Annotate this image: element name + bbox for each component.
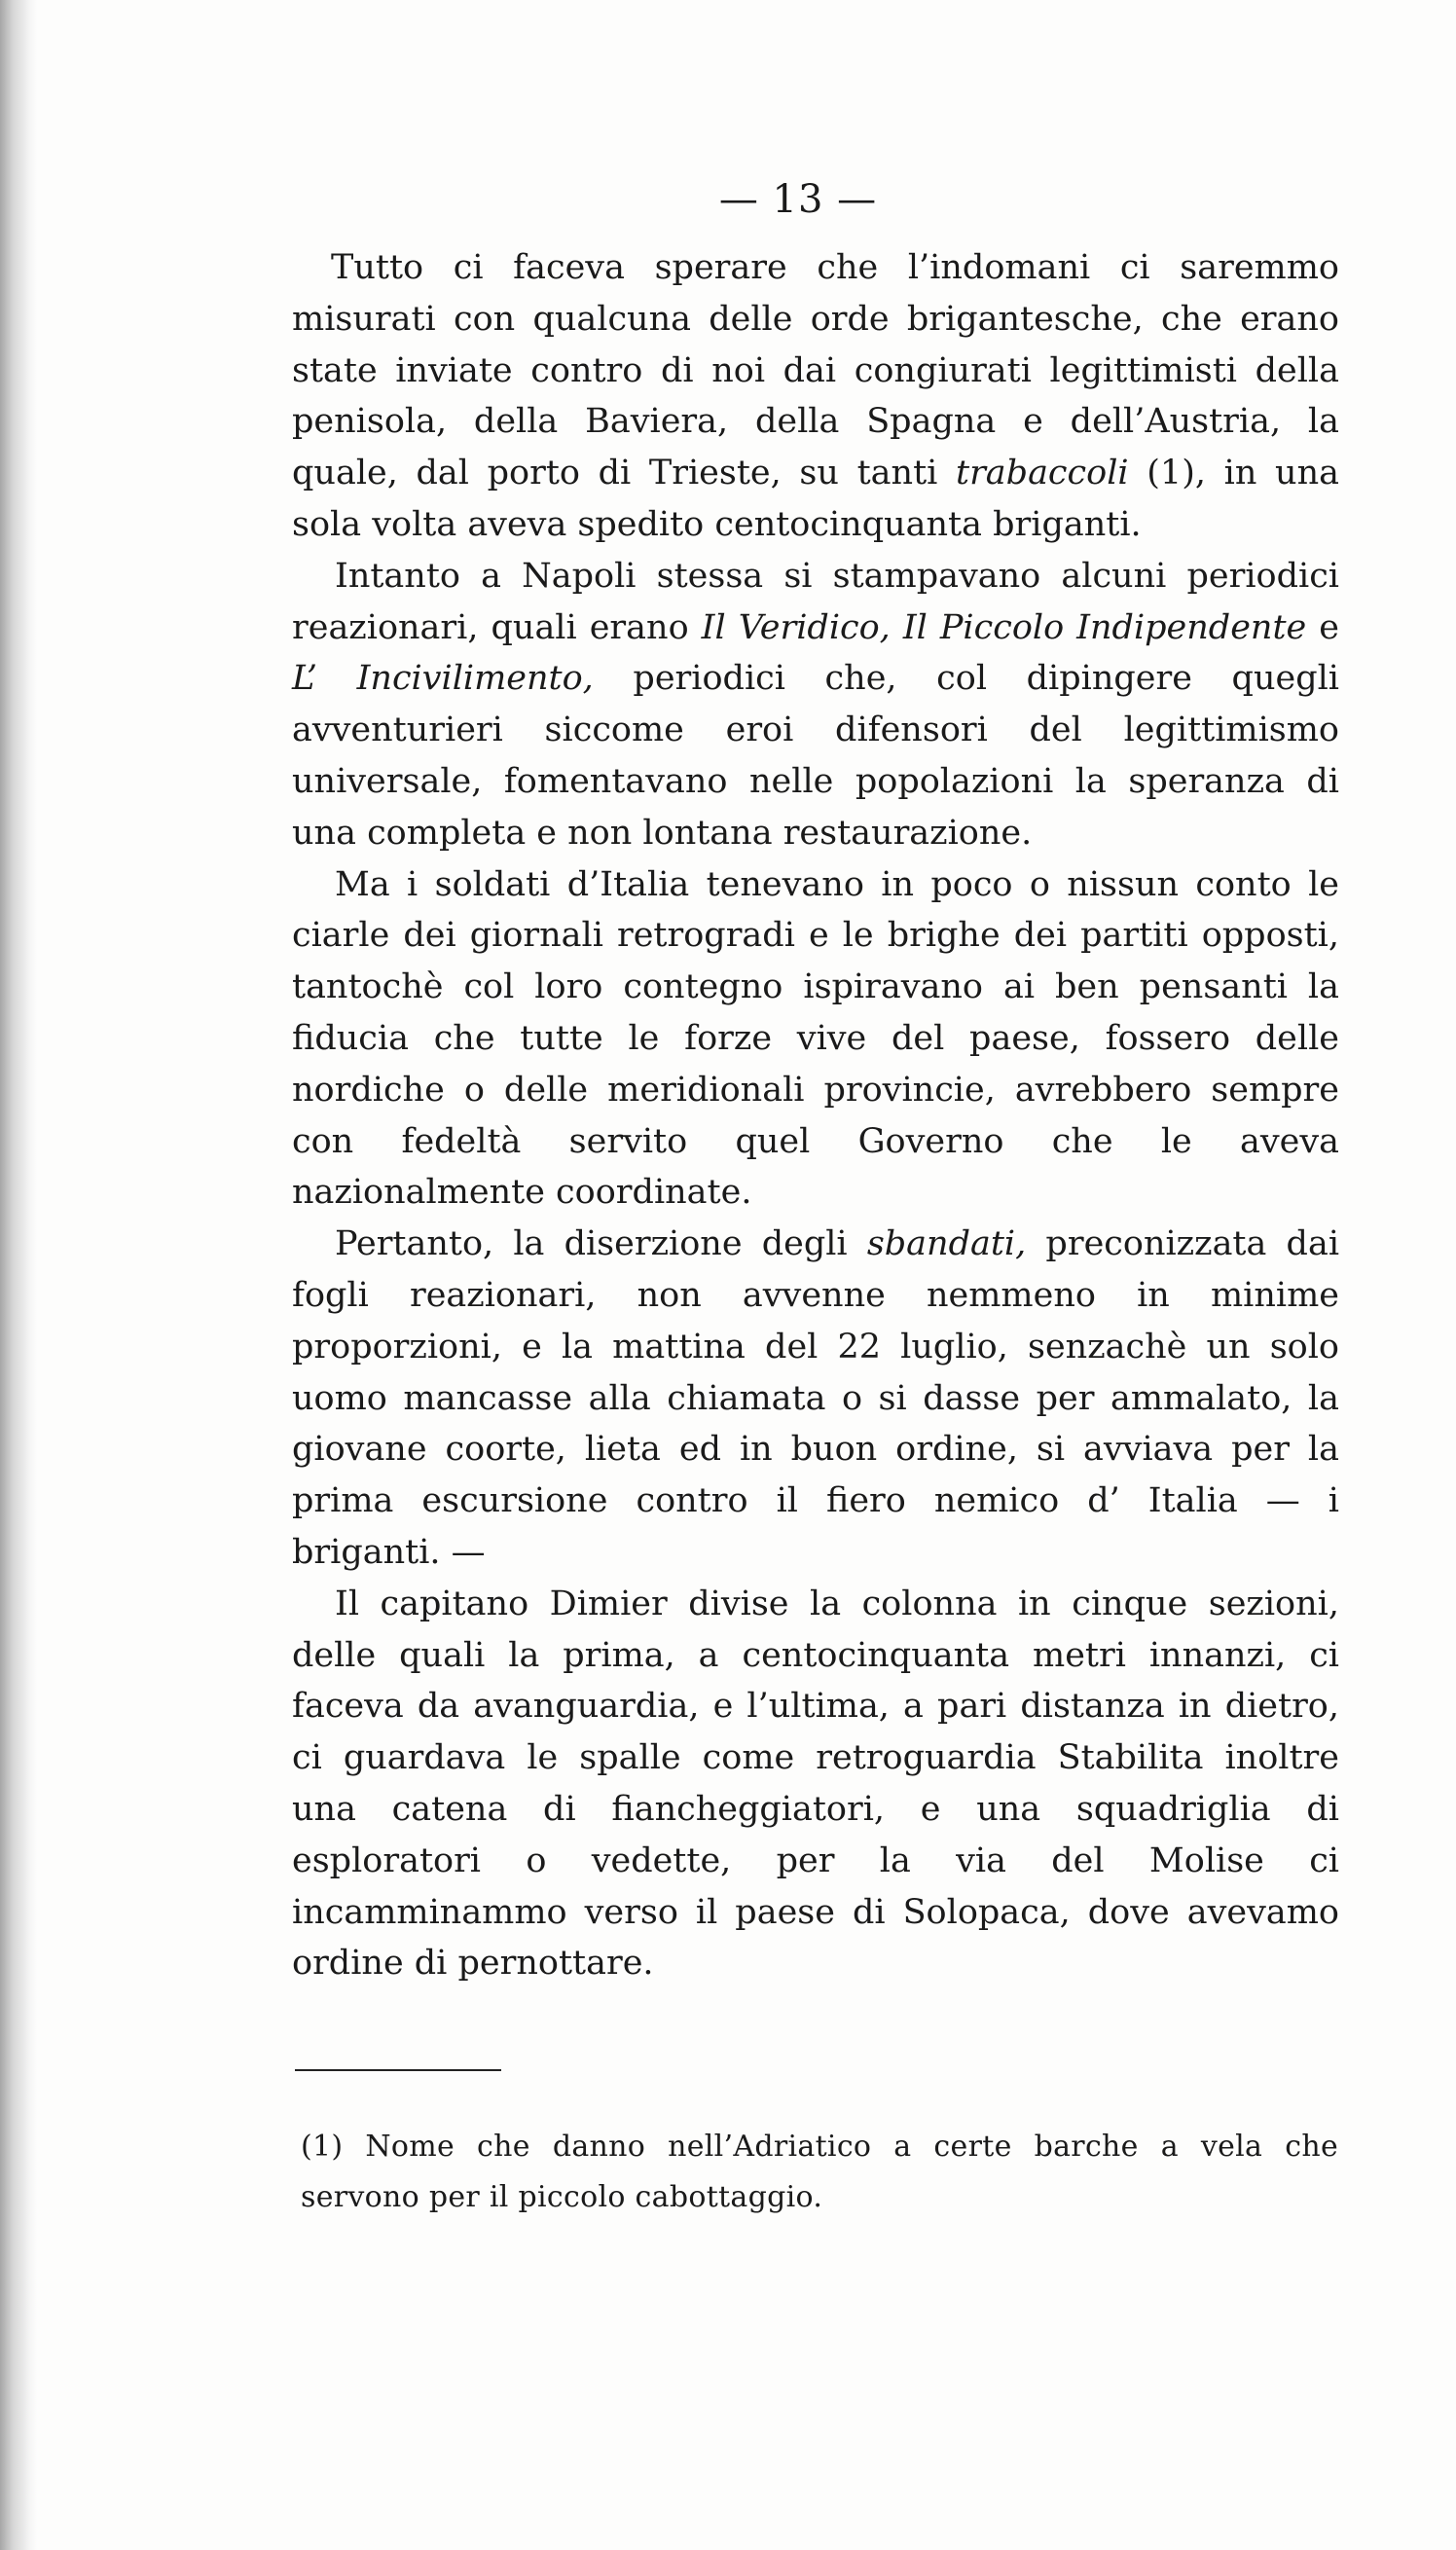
text-run: e	[1306, 607, 1339, 647]
text-run: Tutto ci faceva sperare che l’indomani ci saremmo misurati con qualcuna delle orde brigantesche, che erano state inviate contro di noi dai congiurati legittimisti della penisola, della Baviera, della Spagna e dell’Austria, la quale, dal porto di Trieste, su tanti	[292, 248, 1339, 493]
paragraph	[292, 242, 1339, 551]
italic-text: L’ Incivilimento,	[292, 659, 594, 699]
paragraph	[292, 1579, 1339, 1989]
text-run: preconizzata dai fogli reazionari, non avvenne nemmeno in minime proporzioni, e la mattina del 22 luglio, senzachè un solo uomo mancasse alla chiamata o si dasse per ammalato, la giovane coorte, lieta ed in buon ordine, si avviava per la prima escursione contro il fiero nemico d’ Italia — i briganti. —	[292, 1224, 1340, 1572]
paragraph	[292, 551, 1339, 859]
text-run: (1), in una sola volta aveva spedito centocinquanta briganti.	[292, 454, 1339, 544]
body-text	[292, 242, 1339, 1989]
italic-text: trabaccoli	[956, 454, 1129, 493]
text-run: Ma i soldati d’Italia tenevano in poco o nissun conto le ciarle dei giornali retrogradi e le brighe dei partiti opposti, tantochè col loro contegno ispiravano ai ben pensanti la fiducia che tutte le forze vive del paese, fossero delle nordiche o delle meridionali provincie, avrebbero sempre con fedeltà servito quel Governo che le aveva nazionalmente coordinate.	[292, 864, 1339, 1213]
page-number: — 13 —	[718, 177, 878, 222]
text-run: Il capitano Dimier divise la colonna in cinque sezioni, delle quali la prima, a centocinquanta metri innanzi, ci faceva da avanguardia, e l’ultima, a pari distanza in dietro, ci guardava le spalle come retroguardia Stabilita inoltre una catena di fiancheggiatori, e una squadriglia di esploratori o vedette, per la via del Molise ci incamminammo verso il paese di Solopaca, dove avevamo ordine di pernottare.	[292, 1584, 1339, 1984]
footnote: (1) Nome che danno nell’Adriatico a certe barche a vela che servono per il piccolo cabottaggio.	[301, 2130, 1338, 2214]
paragraph	[292, 1219, 1339, 1579]
italic-text: sbandati,	[866, 1224, 1027, 1264]
text-run: Intanto a Napoli stessa si stampavano alcuni periodici reazionari, quali erano	[292, 556, 1339, 647]
paragraph	[292, 859, 1339, 1220]
text-run: periodici che, col dipingere quegli avventurieri siccome eroi difensori del legittimismo universale, fomentavano nelle popolazioni la speranza di una completa e non lontana restaurazione.	[292, 659, 1339, 853]
italic-text: Il Veridico, Il Piccolo Indipendente	[701, 607, 1307, 647]
page-edge-shadow	[0, 0, 37, 2550]
footnote-separator	[295, 2069, 501, 2071]
text-run: Pertanto, la diserzione degli	[335, 1224, 867, 1264]
